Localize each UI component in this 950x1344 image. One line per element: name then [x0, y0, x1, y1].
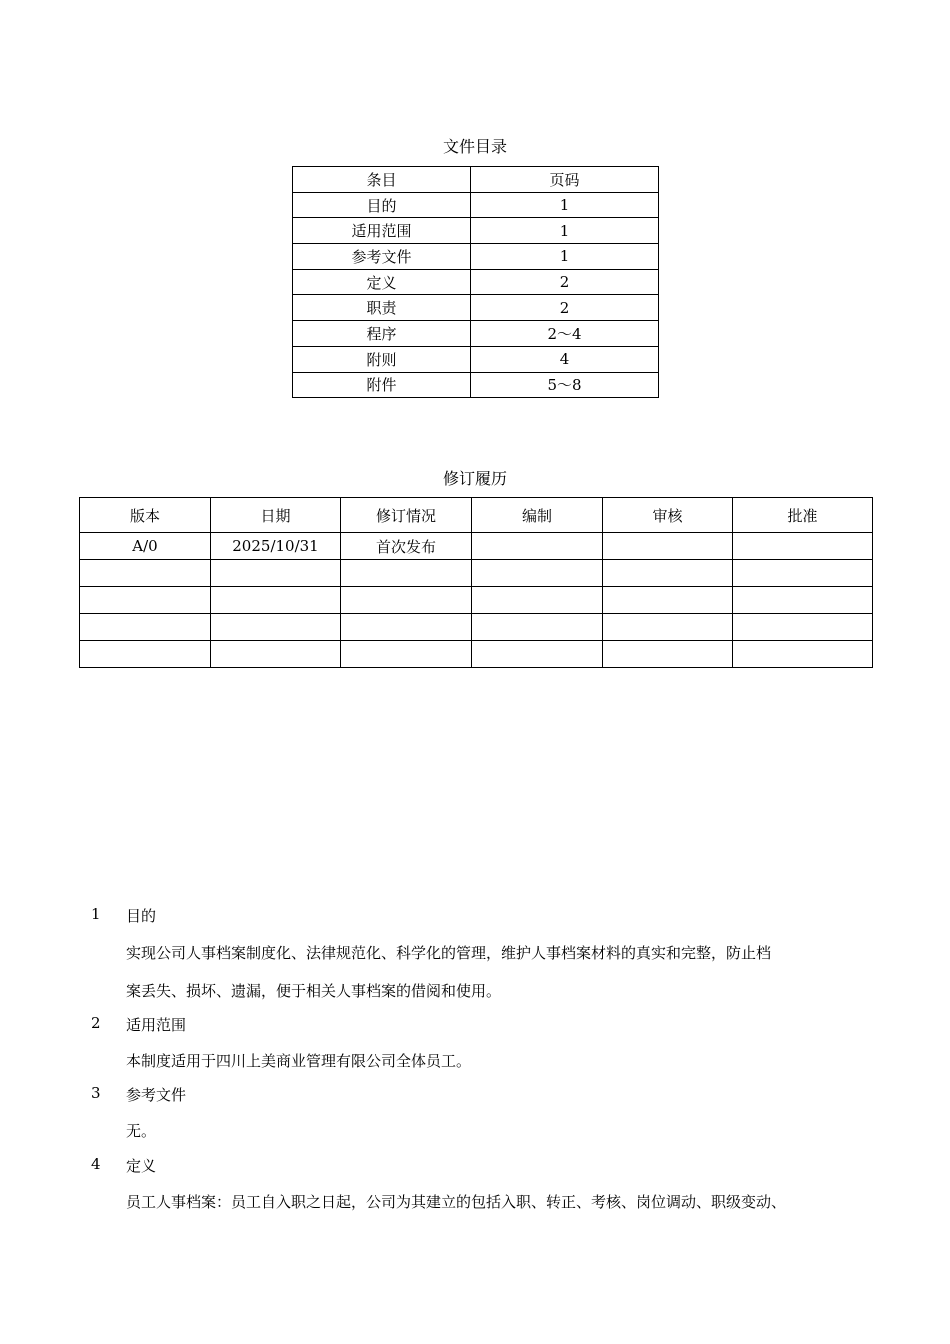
toc-row	[293, 372, 659, 398]
section-heading: 目的	[126, 907, 157, 925]
revision-header-author: 编制	[472, 498, 603, 533]
revision-header-date: 日期	[211, 498, 341, 533]
toc-row	[293, 269, 659, 295]
revision-cell	[733, 587, 873, 614]
revision-cell	[603, 641, 733, 668]
toc-row	[293, 244, 659, 270]
revision-cell	[472, 533, 603, 560]
toc-table	[292, 166, 659, 398]
section-text-line: 实现公司人事档案制度化、法律规范化、科学化的管理，维护人事档案材料的真实和完整，防止档	[126, 944, 772, 962]
toc-page: 4	[471, 346, 659, 372]
toc-page: 2	[471, 295, 659, 321]
revision-cell	[80, 560, 211, 587]
section-heading: 适用范围	[126, 1016, 187, 1034]
revision-cell	[472, 614, 603, 641]
section-number: 3	[91, 1084, 101, 1102]
toc-item: 参考文件	[293, 244, 471, 270]
revision-title: 修订履历	[442, 469, 507, 488]
toc-page: 1	[471, 192, 659, 218]
revision-cell	[341, 641, 472, 668]
revision-cell	[341, 560, 472, 587]
revision-header-reviewer: 审核	[603, 498, 733, 533]
revision-table	[79, 497, 873, 668]
toc-row	[293, 295, 659, 321]
revision-cell	[472, 587, 603, 614]
toc-item: 附件	[293, 372, 471, 398]
revision-cell	[733, 641, 873, 668]
section-text-line: 本制度适用于四川上美商业管理有限公司全体员工。	[126, 1052, 472, 1070]
toc-item: 附则	[293, 346, 471, 372]
toc-title: 文件目录	[442, 137, 507, 156]
revision-cell: A/0	[80, 533, 211, 560]
revision-row	[80, 560, 873, 587]
revision-cell	[603, 614, 733, 641]
revision-row	[80, 641, 873, 668]
toc-page: 2	[471, 269, 659, 295]
toc-row	[293, 321, 659, 347]
revision-cell	[733, 533, 873, 560]
revision-cell	[80, 614, 211, 641]
revision-cell	[603, 587, 733, 614]
revision-cell	[211, 560, 341, 587]
revision-cell	[211, 614, 341, 641]
revision-cell	[341, 614, 472, 641]
revision-cell: 首次发布	[341, 533, 472, 560]
section-number: 1	[91, 905, 101, 923]
revision-cell	[211, 641, 341, 668]
revision-cell	[211, 587, 341, 614]
revision-cell	[472, 560, 603, 587]
toc-header-item: 条目	[293, 167, 471, 193]
section-text-line: 员工人事档案：员工自入职之日起，公司为其建立的包括入职、转正、考核、岗位调动、职级变动、	[126, 1193, 787, 1211]
revision-row	[80, 533, 873, 560]
revision-cell	[472, 641, 603, 668]
revision-cell	[80, 587, 211, 614]
revision-header-approver: 批准	[733, 498, 873, 533]
revision-cell	[733, 560, 873, 587]
section-number: 4	[91, 1155, 101, 1173]
toc-item: 程序	[293, 321, 471, 347]
section-heading: 参考文件	[126, 1086, 187, 1104]
revision-cell	[603, 533, 733, 560]
toc-header-page: 页码	[471, 167, 659, 193]
toc-page: 2～4	[471, 321, 659, 347]
revision-header-change: 修订情况	[341, 498, 472, 533]
section-text-line: 案丢失、损坏、遗漏，便于相关人事档案的借阅和使用。	[126, 982, 502, 1000]
revision-cell	[80, 641, 211, 668]
revision-cell	[733, 614, 873, 641]
revision-row	[80, 587, 873, 614]
toc-header-row	[293, 167, 659, 193]
section-number: 2	[91, 1014, 101, 1032]
toc-row	[293, 192, 659, 218]
toc-row	[293, 346, 659, 372]
toc-page: 1	[471, 218, 659, 244]
revision-row	[80, 614, 873, 641]
toc-page: 1	[471, 244, 659, 270]
section-text-line: 无。	[126, 1122, 157, 1140]
revision-header-row	[80, 498, 873, 533]
toc-page: 5～8	[471, 372, 659, 398]
revision-cell	[341, 587, 472, 614]
toc-item: 目的	[293, 192, 471, 218]
revision-cell: 2025/10/31	[211, 533, 341, 560]
revision-header-version: 版本	[80, 498, 211, 533]
toc-item: 职责	[293, 295, 471, 321]
revision-cell	[603, 560, 733, 587]
toc-row	[293, 218, 659, 244]
toc-item: 适用范围	[293, 218, 471, 244]
section-heading: 定义	[126, 1157, 157, 1175]
toc-item: 定义	[293, 269, 471, 295]
